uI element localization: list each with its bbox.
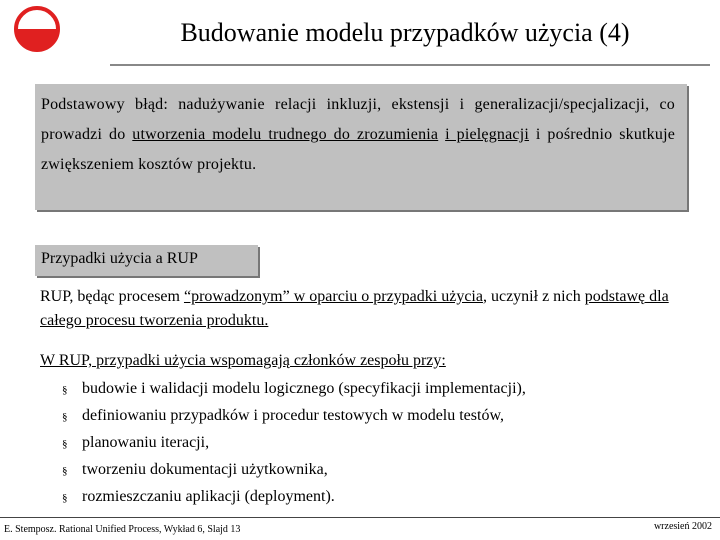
logo-icon (13, 5, 61, 53)
error-text-underline-1: utworzenia modelu trudnego do zrozumienia (132, 126, 439, 143)
bullet-icon: § (62, 411, 68, 423)
error-text-part-1: Podstawowy błąd: nadużywanie relacji inkluzji, ekstensji i generalizacji/specjalizacji, co prowadzi do (41, 96, 675, 143)
footer-divider (0, 517, 720, 518)
rup-text-underline-1: “prowadzonym” w oparciu o przypadki użycia (183, 288, 483, 305)
section-heading-box (35, 245, 258, 276)
list-item-text: tworzeniu dokumentacji użytkownika, (82, 461, 328, 478)
section-heading: Przypadki użycia a RUP (41, 250, 198, 267)
footer-credit: E. Stemposz. Rational Unified Process, Wykład 6, Slajd 13 (4, 524, 241, 535)
bullet-list (62, 376, 702, 511)
rup-text-part-1: RUP, będąc procesem (40, 288, 184, 305)
list-item-text: budowie i walidacji modelu logicznego (specyfikacji implementacji), (82, 380, 526, 397)
bullet-icon: § (62, 492, 68, 504)
list-item (62, 484, 702, 511)
list-item (62, 457, 702, 484)
list-item-text: planowaniu iteracji, (82, 434, 210, 451)
title-divider (110, 64, 710, 66)
error-text-underline-2: i pielęgnacji (445, 126, 530, 143)
page-title: Budowanie modelu przypadków użycia (4) (180, 18, 630, 47)
list-item (62, 376, 702, 403)
error-text (41, 90, 675, 180)
list-item-text: rozmieszczaniu aplikacji (deployment). (82, 488, 335, 505)
bullet-icon: § (62, 384, 68, 396)
rup-text-part-2: , uczynił z nich (482, 288, 585, 305)
bullet-icon: § (62, 438, 68, 450)
rup-paragraph (40, 285, 685, 333)
rup-text-underline-2: podstawę dla całego procesu tworzenia produktu. (40, 288, 669, 329)
list-item (62, 430, 702, 457)
list-item-text: definiowaniu przypadków i procedur testowych w modelu testów, (82, 407, 504, 424)
highlight-box-error (35, 84, 687, 210)
bullets-lead: W RUP, przypadki użycia wspomagają członków zespołu przy: (40, 352, 446, 369)
footer-date: wrzesień 2002 (653, 521, 712, 532)
bullet-icon: § (62, 465, 68, 477)
error-text-part-3: i pośrednio skutkuje zwiększeniem kosztów projektu. (41, 126, 676, 173)
list-item (62, 403, 702, 430)
